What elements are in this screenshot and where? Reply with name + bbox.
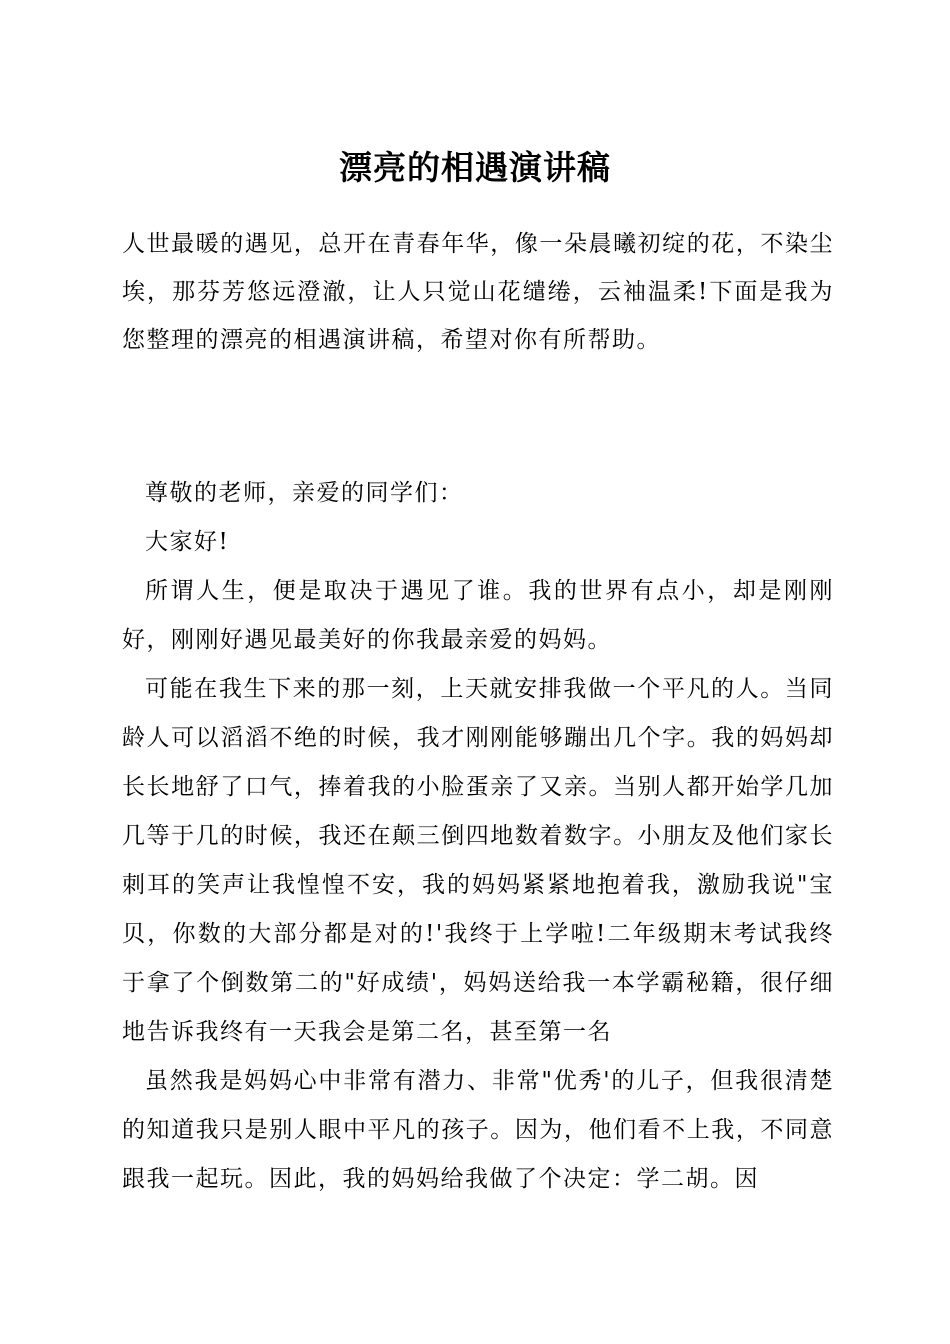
intro-text: 人世最暖的遇见，总开在青春年华，像一朵晨曦初绽的花，不染尘埃，那芬芳悠远澄澈，让人只觉山花缱绻，云袖温柔!下面是我为您整理的漂亮的相遇演讲稿，希望对你有所帮助。 bbox=[122, 231, 834, 353]
speech-body bbox=[122, 469, 834, 1204]
document-title: 漂亮的相遇演讲稿 bbox=[339, 148, 611, 187]
body-paragraph: 可能在我生下来的那一刻，上天就安排我做一个平凡的人。当同龄人可以滔滔不绝的时候，我才刚刚能够蹦出几个字。我的妈妈却长长地舒了口气，捧着我的小脸蛋亲了又亲。当别人都开始学几加几等于几的时候，我还在颠三倒四地数着数字。小朋友及他们家长刺耳的笑声让我惶惶不安，我的妈妈紧紧地抱着我，激励我说"宝贝，你数的大部分都是对的!'我终于上学啦!二年级期末考试我终于拿了个倒数第二的"好成绩'，妈妈送给我一本学霸秘籍，很仔细地告诉我终有一天我会是第二名，甚至第一名 bbox=[122, 676, 834, 1045]
body-paragraph: 所谓人生，便是取决于遇见了谁。我的世界有点小，却是刚刚好，刚刚好遇见最美好的你我最亲爱的妈妈。 bbox=[122, 578, 834, 653]
body-paragraph: 虽然我是妈妈心中非常有潜力、非常"优秀'的儿子，但我很清楚的知道我只是别人眼中平凡的孩子。因为，他们看不上我，不同意跟我一起玩。因此，我的妈妈给我做了个决定：学二胡。因 bbox=[122, 1068, 834, 1192]
greeting-paragraph: 尊敬的老师，亲爱的同学们： bbox=[145, 480, 464, 506]
intro-paragraph bbox=[122, 220, 834, 364]
hello-paragraph: 大家好! bbox=[145, 529, 230, 555]
